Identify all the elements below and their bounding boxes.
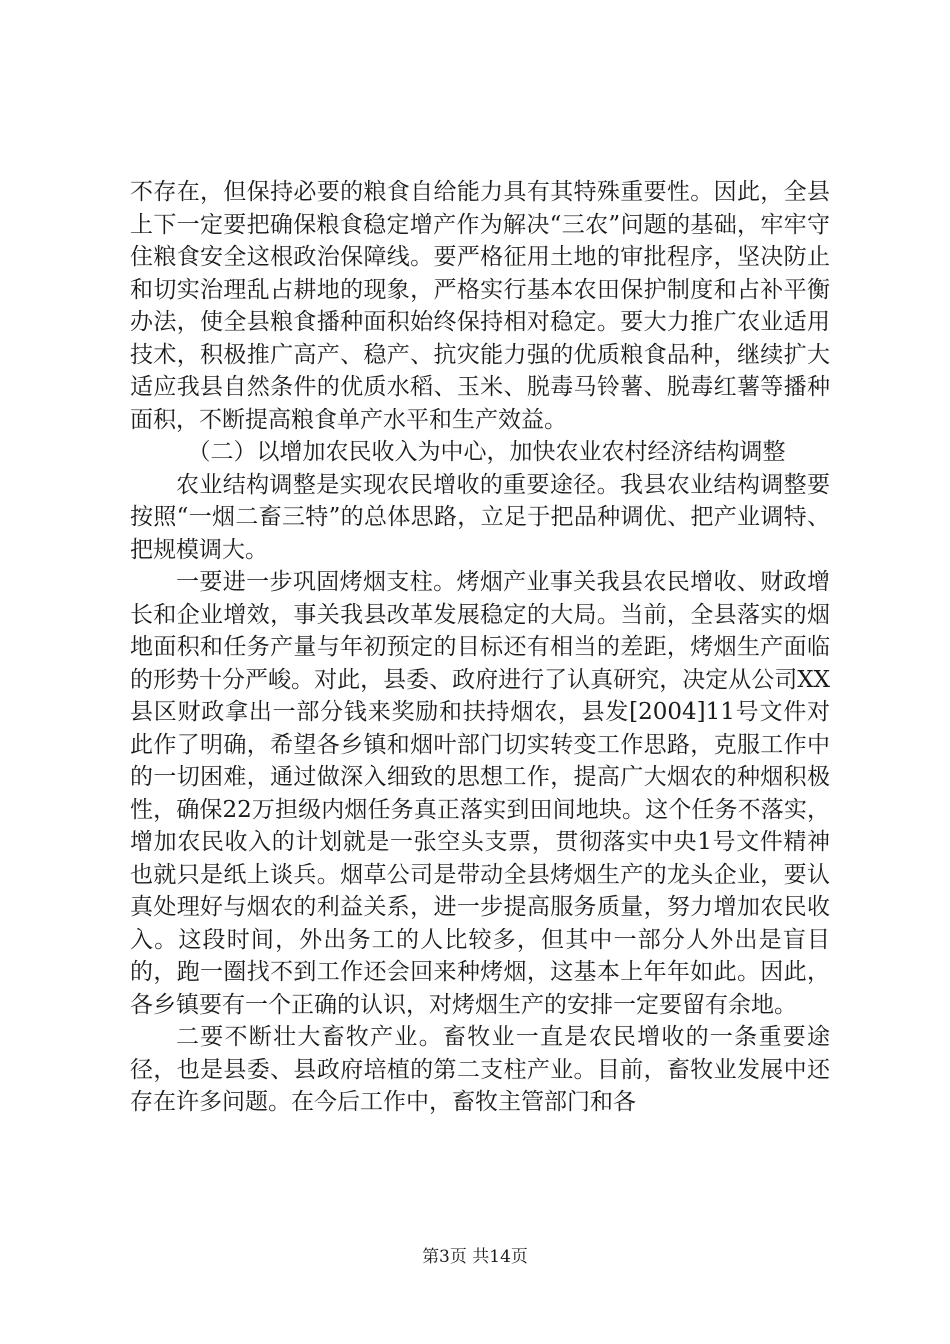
paragraph: 农业结构调整是实现农民增收的重要途径。我县农业结构调整要按照“一烟二畜三特”的总体思路，立足于把品种调优、把产业调特、把规模调大。 (130, 471, 830, 563)
section-heading: （二）以增加农民收入为中心，加快农业农村经济结构调整 (187, 439, 786, 465)
paragraph-continuation: 不存在，但保持必要的粮食自给能力具有其特殊重要性。因此，全县上下一定要把确保粮食稳定增产作为解决“三农”问题的基础，牢牢守住粮食安全这根政治保障线。要严格征用土地的审批程序，坚决防止和切实治理乱占耕地的现象，严格实行基本农田保护制度和占补平衡办法，使全县粮食播种面积始终保持相对稳定。要大力推广农业适用技术，积极推广高产、稳产、抗灾能力强的优质粮食品种，继续扩大适应我县自然条件的优质水稻、玉米、脱毒马铃薯、脱毒红薯等播种面积，不断提高粮食单产水平和生产效益。 (130, 179, 830, 433)
document-body (130, 176, 830, 1119)
paragraph: 二要不断壮大畜牧产业。畜牧业一直是农民增收的一条重要途径，也是县委、县政府培植的第二支柱产业。目前，畜牧业发展中还存在许多问题。在今后工作中，畜牧主管部门和各 (130, 1024, 830, 1115)
page-footer: 第3页 共14页 (422, 1247, 528, 1267)
paragraph: 一要进一步巩固烤烟支柱。烤烟产业事关我县农民增收、财政增长和企业增效，事关我县改革发展稳定的大局。当前，全县落实的烟地面积和任务产量与年初预定的目标还有相当的差距，烤烟生产面临的形势十分严峻。对此，县委、政府进行了认真研究，决定从公司XX县区财政拿出一部分钱来奖励和扶持烟农，县发[2004]11号文件对此作了明确，希望各乡镇和烟叶部门切实转变工作思路，克服工作中的一切困难，通过做深入细致的思想工作，提高广大烟农的种烟积极性，确保22万担级内烟任务真正落实到田间地块。这个任务不落实，增加农民收入的计划就是一张空头支票，贯彻落实中央1号文件精神也就只是纸上谈兵。烟草公司是带动全县烤烟生产的龙头企业，要认真处理好与烟农的利益关系，进一步提高服务质量，努力增加农民收入。这段时间，外出务工的人比较多，但其中一部分人外出是盲目的，跑一圈找不到工作还会回来种烤烟，这基本上年年如此。因此，各乡镇要有一个正确的认识，对烤烟生产的安排一定要留有余地。 (130, 569, 830, 1018)
